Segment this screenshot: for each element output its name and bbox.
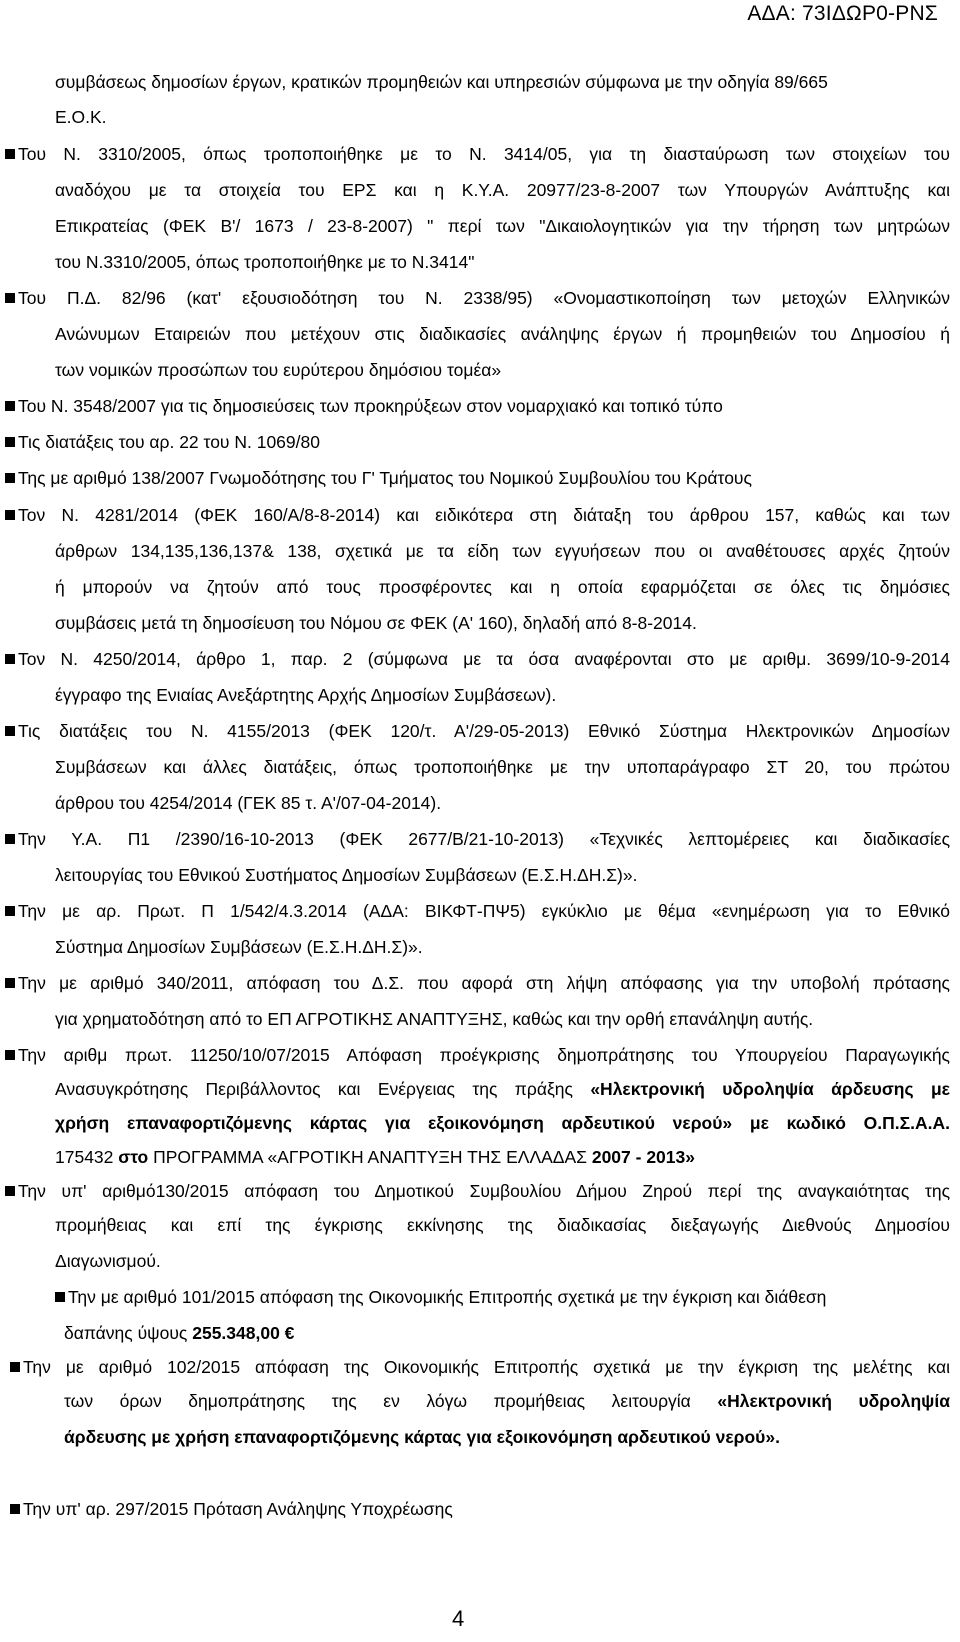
text-run: Τον Ν. 4250/2014, άρθρο 1, παρ. 2 (σύμφωνα με τα όσα αναφέρονται στο με αριθμ. 3699/10-9-2014 xyxy=(18,649,950,669)
text-run: Την με αριθμό 101/2015 απόφαση της Οικονομικής Επιτροπής σχετικά με την έγκριση και διάθεση xyxy=(68,1287,827,1307)
list-item-line xyxy=(10,1499,453,1520)
bold-text: στο xyxy=(118,1147,149,1167)
text-run: Τον Ν. 4281/2014 (ΦΕΚ 160/Α/8-8-2014) και ειδικότερα στη διάταξη του άρθρου 157, καθώς και των xyxy=(18,505,950,525)
list-item-line xyxy=(5,432,320,453)
bullet-square-icon xyxy=(5,473,15,483)
bold-text: 255.348,00 € xyxy=(192,1323,295,1343)
bullet-square-icon xyxy=(5,978,15,988)
text-line xyxy=(55,252,474,273)
bullet-square-icon xyxy=(5,1050,15,1060)
bullet-square-icon xyxy=(5,510,15,520)
text-line xyxy=(55,577,950,598)
bullet-square-icon xyxy=(10,1504,20,1514)
list-item-line xyxy=(10,1357,950,1378)
text-run: Του Π.Δ. 82/96 (κατ' εξουσιοδότηση του Ν. 2338/95) «Ονομαστικοποίηση των μετοχών Ελληνικών xyxy=(18,288,950,308)
text-run: άρθρων 134,135,136,137& 138, σχετικά με τα είδη των εγγυήσεων που οι αναθέτουσες αρχές ζητούν xyxy=(55,541,950,561)
list-item-line xyxy=(5,973,950,994)
text-line xyxy=(55,360,501,381)
text-run: άρθρου του 4254/2014 (ΓΕΚ 85 τ. Α'/07-04-2014). xyxy=(55,793,442,813)
text-line xyxy=(64,1391,950,1412)
bullet-square-icon xyxy=(5,834,15,844)
text-run: Ανώνυμων Εταιρειών που μετέχουν στις διαδικασίες ανάληψης έργων ή προμηθειών του Δημοσίου ή xyxy=(55,324,950,344)
bullet-square-icon xyxy=(5,1186,15,1196)
list-item-line xyxy=(55,1287,826,1308)
list-item-line xyxy=(5,829,950,850)
bullet-square-icon xyxy=(5,437,15,447)
text-run: Του Ν. 3548/2007 για τις δημοσιεύσεις των προκηρύξεων στον νομαρχιακό και τοπικό τύπο xyxy=(18,396,723,416)
bold-text: «Ηλεκτρονική υδροληψία xyxy=(717,1391,950,1411)
list-item-line xyxy=(5,288,950,309)
text-run: Διαγωνισμού. xyxy=(55,1251,161,1271)
list-item-line xyxy=(5,649,950,670)
page-number: 4 xyxy=(452,1606,465,1631)
text-run: ΠΡΟΓΡΑΜΜΑ «ΑΓΡΟΤΙΚΗ ΑΝΑΠΤΥΞΗ ΤΗΣ ΕΛΛΑΔΑΣ xyxy=(148,1147,592,1167)
text-run: Της με αριθμό 138/2007 Γνωμοδότησης του Γ' Τμήματος του Νομικού Συμβουλίου του Κράτους xyxy=(18,468,752,488)
text-line xyxy=(64,1323,294,1344)
ada-code: ΑΔΑ: 73ΙΔΩΡ0-ΡΝΣ xyxy=(747,2,938,25)
text-run: Του Ν. 3310/2005, όπως τροποποιήθηκε με το Ν. 3414/05, για τη διασταύρωση των στοιχείων του xyxy=(18,144,950,164)
list-item-line xyxy=(5,144,950,165)
text-run: του Ν.3310/2005, όπως τροποποιήθηκε με το Ν.3414" xyxy=(55,252,475,272)
bold-text: «Ηλεκτρονική υδροληψία άρδευσης με xyxy=(590,1079,950,1099)
text-run: Την με αρ. Πρωτ. Π 1/542/4.3.2014 (ΑΔΑ: ΒΙΚΦΤ-ΠΨ5) εγκύκλιο με θέμα «ενημέρωση για το Εθνικό xyxy=(18,901,950,921)
list-item-line xyxy=(5,396,723,417)
text-run: Ε.Ο.Κ. xyxy=(55,107,107,127)
text-run: Τις διατάξεις του αρ. 22 του Ν. 1069/80 xyxy=(18,432,320,452)
text-run: ή μπορούν να ζητούν από τους προσφέροντες και η οποία εφαρμόζεται σε όλες τις δημόσιες xyxy=(55,577,950,597)
text-line xyxy=(64,1427,780,1448)
text-line xyxy=(55,1009,813,1030)
bullet-square-icon xyxy=(5,906,15,916)
text-line xyxy=(55,613,697,634)
list-item-line xyxy=(5,1181,950,1202)
text-run: Την με αριθμό 340/2011, απόφαση του Δ.Σ. που αφορά στη λήψη απόφασης για την υποβολή πρότασης xyxy=(18,973,950,993)
text-run: συμβάσεις μετά τη δημοσίευση του Νόμου σε ΦΕΚ (Α' 160), δηλαδή από 8-8-2014. xyxy=(55,613,697,633)
text-run: 175432 xyxy=(55,1147,119,1167)
text-run: συμβάσεως δημοσίων έργων, κρατικών προμηθειών και υπηρεσιών σύμφωνα με την οδηγία 89/665 xyxy=(55,72,828,92)
text-run: Την Υ.Α. Π1 /2390/16-10-2013 (ΦΕΚ 2677/Β/21-10-2013) «Τεχνικές λεπτομέρειες και διαδικασίες xyxy=(18,829,950,849)
text-run: αναδόχου με τα στοιχεία του ΕΡΣ και η Κ.Υ.Α. 20977/23-8-2007 των Υπουργών Ανάπτυξης και xyxy=(55,180,950,200)
text-line xyxy=(55,541,950,562)
bullet-square-icon xyxy=(5,726,15,736)
text-line xyxy=(55,793,441,814)
list-item-line xyxy=(5,721,950,742)
text-run: Τις διατάξεις του Ν. 4155/2013 (ΦΕΚ 120/τ. Α'/29-05-2013) Εθνικό Σύστημα Ηλεκτρονικών Δημοσίων xyxy=(18,721,950,741)
bullet-square-icon xyxy=(10,1362,20,1372)
text-run: προμήθειας και επί της έγκρισης εκκίνησης της διαδικασίας διεξαγωγής Διεθνούς Δημοσίου xyxy=(55,1215,950,1235)
text-line xyxy=(55,107,107,128)
text-line xyxy=(55,180,950,201)
text-line xyxy=(55,937,423,958)
list-item-line xyxy=(5,901,950,922)
text-line xyxy=(55,685,556,706)
bullet-square-icon xyxy=(5,654,15,664)
list-item-line xyxy=(5,505,950,526)
text-line xyxy=(55,1079,950,1100)
text-run: των νομικών προσώπων του ευρύτερου δημόσιου τομέα» xyxy=(55,360,502,380)
text-run: Επικρατείας (ΦΕΚ Β'/ 1673 / 23-8-2007) " περί των "Δικαιολογητικών για την τήρηση των μητρώων xyxy=(55,216,950,236)
bullet-square-icon xyxy=(5,401,15,411)
text-run: για χρηματοδότηση από το ΕΠ ΑΓΡΟΤΙΚΗΣ ΑΝΑΠΤΥΞΗΣ, καθώς και την ορθή επανάληψη αυτής. xyxy=(55,1009,814,1029)
text-run: λειτουργίας του Εθνικού Συστήματος Δημοσίων Συμβάσεων (Ε.Σ.Η.ΔΗ.Σ)». xyxy=(55,865,638,885)
list-item-line xyxy=(5,1045,950,1066)
text-run: των όρων δημοπράτησης της εν λόγω προμήθειας λειτουργία xyxy=(64,1391,718,1411)
bullet-square-icon xyxy=(5,293,15,303)
text-line xyxy=(55,757,950,778)
text-line xyxy=(55,1215,950,1236)
bullet-square-icon xyxy=(5,149,15,159)
text-run: έγγραφο της Ενιαίας Ανεξάρτητης Αρχής Δημοσίων Συμβάσεων). xyxy=(55,685,557,705)
text-run: Την υπ' αριθμό130/2015 απόφαση του Δημοτικού Συμβουλίου Δήμου Ζηρού περί της αναγκαιότητας της xyxy=(18,1181,950,1201)
text-line xyxy=(55,324,950,345)
bullet-square-icon xyxy=(55,1292,65,1302)
text-run: Συμβάσεων και άλλες διατάξεις, όπως τροποποιήθηκε με την υποπαράγραφο ΣΤ 20, του πρώτου xyxy=(55,757,950,777)
text-run: Την αριθμ πρωτ. 11250/10/07/2015 Απόφαση προέγκρισης δημοπράτησης του Υπουργείου Παραγωγικής xyxy=(18,1045,950,1065)
text-run: Την υπ' αρ. 297/2015 Πρόταση Ανάληψης Υποχρέωσης xyxy=(23,1499,453,1519)
text-run: Την με αριθμό 102/2015 απόφαση της Οικονομικής Επιτροπής σχετικά με την έγκριση της μελέτης και xyxy=(23,1357,950,1377)
bold-text: χρήση επαναφορτιζόμενης κάρτας για εξοικονόμηση αρδευτικού νερού» με κωδικό Ο.Π.Σ.Α.Α. xyxy=(55,1113,950,1133)
text-line xyxy=(55,865,637,886)
text-line xyxy=(55,1147,695,1168)
text-line xyxy=(55,1251,161,1272)
text-run: Ανασυγκρότησης Περιβάλλοντος και Ενέργειας της πράξης xyxy=(55,1079,591,1099)
text-run: δαπάνης ύψους xyxy=(64,1323,193,1343)
text-line xyxy=(55,1113,950,1134)
text-line xyxy=(55,72,950,93)
list-item-line xyxy=(5,468,752,489)
text-line xyxy=(55,216,950,237)
text-run: Σύστημα Δημοσίων Συμβάσεων (Ε.Σ.Η.ΔΗ.Σ)». xyxy=(55,937,423,957)
bold-text: άρδευσης με χρήση επαναφορτιζόμενης κάρτας για εξοικονόμηση αρδευτικού νερού». xyxy=(64,1427,780,1447)
bold-text: 2007 - 2013» xyxy=(591,1147,695,1167)
